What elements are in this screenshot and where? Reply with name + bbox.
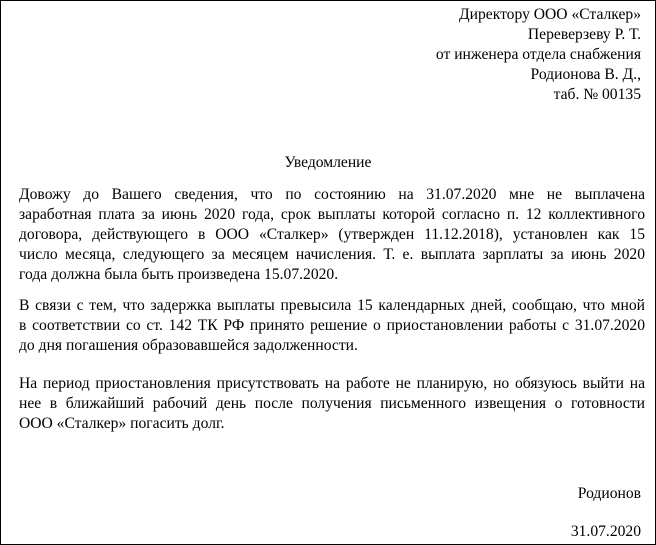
addressee-block bbox=[436, 5, 641, 105]
paragraph-1-line-3: договора, действующего в ООО «Сталкер» (утвержден 11.12.2018), установлен как 15 bbox=[19, 226, 645, 243]
sender-line-3: таб. № 00135 bbox=[553, 86, 641, 103]
sender-line-2: Родионова В. Д., bbox=[530, 66, 641, 83]
signature: Родионов bbox=[577, 485, 641, 502]
paragraph-2-line-2: в соответствии со ст. 142 ТК РФ принято решение о приостановлении работы с 31.07.2020 bbox=[19, 317, 645, 334]
paragraph-1-line-1: Довожу до Вашего сведения, что по состоянию на 31.07.2020 мне не выплачена bbox=[19, 186, 645, 203]
paragraph-1 bbox=[19, 185, 645, 285]
document-title: Уведомление bbox=[284, 154, 372, 171]
paragraph-1-line-4: число месяца, следующего за месяцем начисления. Т. е. выплата зарплаты за июнь 2020 bbox=[19, 246, 645, 263]
paragraph-3 bbox=[19, 374, 645, 434]
paragraph-2-line-1: В связи с тем, что задержка выплаты превысила 15 календарных дней, сообщаю, что мной bbox=[19, 297, 645, 314]
addressee-line-2: Переверзеву Р. Т. bbox=[527, 26, 641, 43]
paragraph-3-line-1: На период приостановления присутствовать на работе не планирую, но обязуюсь выйти на bbox=[19, 375, 645, 392]
paragraph-2-line-3: до дня погашения образовавшейся задолженности. bbox=[19, 337, 358, 354]
paragraph-3-line-3: ООО «Сталкер» погасить долг. bbox=[19, 415, 225, 432]
paragraph-1-line-5: года должна была быть произведена 15.07.2020. bbox=[19, 266, 339, 283]
paragraph-3-line-2: нее в ближайший рабочий день после получения письменного извещения о готовности bbox=[19, 395, 645, 412]
addressee-line-1: Директору ООО «Сталкер» bbox=[459, 6, 641, 23]
document-date: 31.07.2020 bbox=[570, 523, 641, 540]
paragraph-1-line-2: заработная плата за июнь 2020 года, срок выплаты которой согласно п. 12 коллективного bbox=[19, 206, 645, 223]
sender-line-1: от инженера отдела снабжения bbox=[435, 46, 641, 63]
paragraph-2 bbox=[19, 296, 645, 356]
